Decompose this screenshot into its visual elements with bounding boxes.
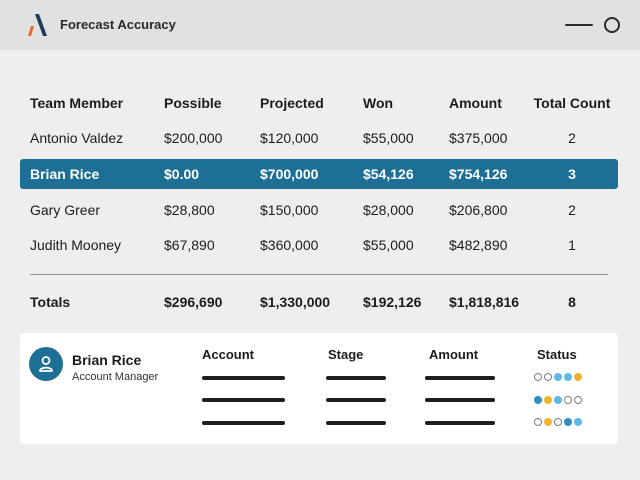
header-amount[interactable]: Amount — [449, 95, 502, 111]
cell-possible: $0.00 — [164, 166, 200, 182]
header-won[interactable]: Won — [363, 95, 394, 111]
totals-won: $192,126 — [363, 294, 422, 310]
logo-icon — [26, 13, 48, 37]
cell-possible: $67,890 — [164, 237, 215, 253]
totals-row — [20, 287, 618, 317]
status-dot-icon — [564, 418, 572, 426]
account-placeholder-bar — [202, 376, 285, 380]
stage-placeholder-bar — [326, 376, 386, 380]
status-dot-icon — [544, 418, 552, 426]
detail-header-account: Account — [202, 347, 254, 362]
status-dot-icon — [564, 396, 572, 404]
status-dot-icon — [574, 396, 582, 404]
cell-total-count-value: 2 — [568, 130, 576, 146]
account-placeholder-bar — [202, 398, 285, 402]
amount-placeholder-bar — [425, 421, 495, 425]
cell-won: $54,126 — [363, 166, 414, 182]
table-row[interactable] — [20, 195, 618, 225]
cell-team-member: Gary Greer — [30, 202, 101, 218]
person-name: Brian Rice — [72, 352, 142, 368]
totals-possible: $296,690 — [164, 294, 223, 310]
table-row[interactable] — [20, 230, 618, 260]
status-dot-icon — [574, 373, 582, 381]
cell-amount: $754,126 — [449, 166, 508, 182]
cell-total-count-value: 3 — [568, 166, 576, 182]
amount-placeholder-bar — [425, 376, 495, 380]
status-dot-icon — [564, 373, 572, 381]
cell-won: $55,000 — [363, 130, 414, 146]
cell-projected: $360,000 — [260, 237, 319, 253]
cell-team-member: Brian Rice — [30, 166, 100, 182]
header-team-member[interactable]: Team Member — [30, 95, 124, 111]
table-row[interactable] — [20, 123, 618, 153]
user-icon — [38, 355, 54, 373]
minimize-icon[interactable] — [565, 24, 593, 26]
status-dot-icon — [554, 418, 562, 426]
cell-projected: $700,000 — [260, 166, 319, 182]
cell-amount: $375,000 — [449, 130, 508, 146]
totals-divider — [30, 274, 608, 275]
cell-won: $28,000 — [363, 202, 414, 218]
table-row-selected[interactable] — [20, 159, 618, 189]
status-dot-icon — [534, 396, 542, 404]
status-dot-icon — [544, 373, 552, 381]
detail-header-amount: Amount — [429, 347, 479, 362]
avatar[interactable] — [29, 347, 63, 381]
status-dot-icon — [544, 396, 552, 404]
cell-amount: $482,890 — [449, 237, 508, 253]
status-dot-icon — [554, 373, 562, 381]
status-dot-icon — [574, 418, 582, 426]
stage-placeholder-bar — [326, 398, 386, 402]
detail-card — [20, 333, 618, 444]
table-header — [20, 88, 618, 118]
detail-header-status: Status — [537, 347, 577, 362]
cell-amount: $206,800 — [449, 202, 508, 218]
detail-header-stage: Stage — [328, 347, 364, 362]
cell-total-count-value: 2 — [568, 202, 576, 218]
cell-team-member: Antonio Valdez — [30, 130, 124, 146]
totals-projected: $1,330,000 — [260, 294, 331, 310]
status-dot-icon — [554, 396, 562, 404]
header-projected[interactable]: Projected — [260, 95, 324, 111]
cell-won: $55,000 — [363, 237, 414, 253]
cell-team-member: Judith Mooney — [30, 237, 122, 253]
cell-possible: $28,800 — [164, 202, 215, 218]
totals-label: Totals — [30, 294, 71, 310]
cell-projected: $120,000 — [260, 130, 319, 146]
title-bar — [0, 0, 640, 50]
cell-total-count-value: 1 — [568, 237, 576, 253]
header-possible[interactable]: Possible — [164, 95, 222, 111]
account-placeholder-bar — [202, 421, 285, 425]
status-dot-icon — [534, 418, 542, 426]
header-total-count-label: Total Count — [533, 95, 611, 111]
maximize-icon[interactable] — [604, 17, 620, 33]
status-dot-icon — [534, 373, 542, 381]
person-role: Account Manager — [72, 371, 159, 383]
amount-placeholder-bar — [425, 398, 495, 402]
cell-projected: $150,000 — [260, 202, 319, 218]
totals-total-count-value: 8 — [568, 294, 576, 310]
app-title: Forecast Accuracy — [60, 17, 176, 32]
totals-amount: $1,818,816 — [449, 294, 520, 310]
cell-possible: $200,000 — [164, 130, 223, 146]
stage-placeholder-bar — [326, 421, 386, 425]
